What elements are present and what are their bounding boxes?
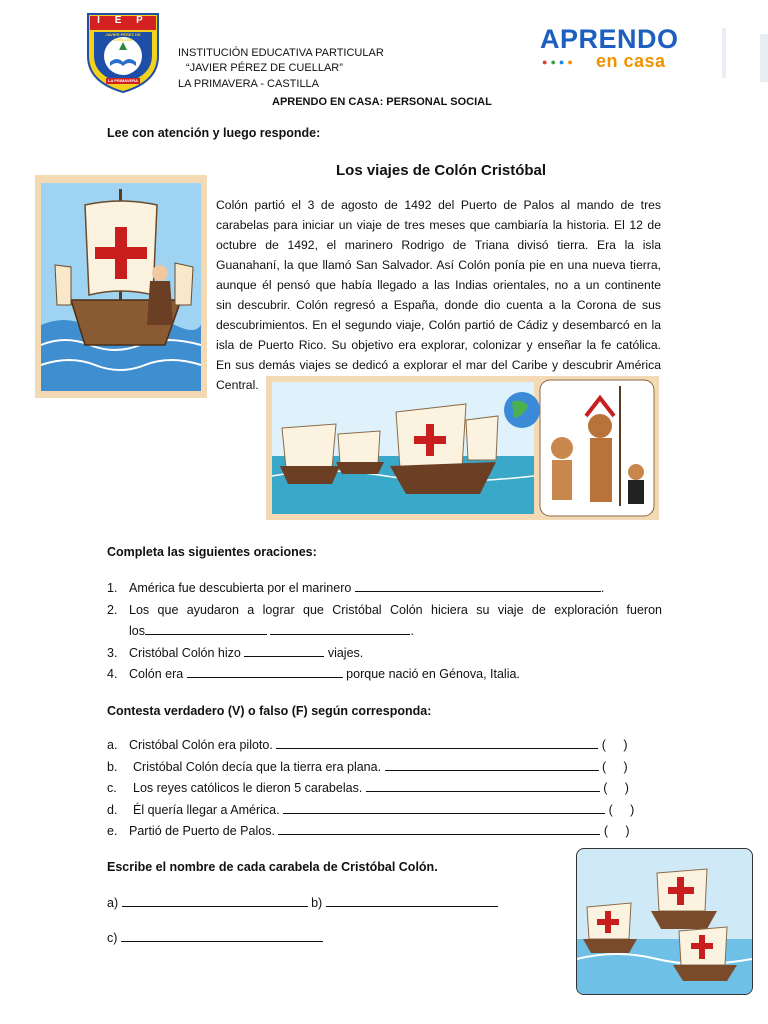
answer-blank[interactable] bbox=[187, 665, 343, 678]
header-divider-bar bbox=[722, 28, 726, 78]
aprendo-en-casa-logo bbox=[540, 24, 680, 72]
three-caravels-illustration bbox=[576, 848, 753, 995]
page-subtitle: APRENDO EN CASA: PERSONAL SOCIAL bbox=[272, 96, 492, 108]
answer-label: b) bbox=[311, 896, 323, 910]
list-item bbox=[107, 778, 667, 800]
item-number: 3. bbox=[107, 645, 118, 660]
header-divider-bar bbox=[760, 34, 768, 82]
paragraph-line: descubrimientos. En el segundo viaje, Colón partió de Cádiz y desembarcó en la bbox=[216, 318, 661, 332]
true-false-box[interactable]: ( ) bbox=[603, 824, 630, 838]
paragraph-line: isla de Puerto Rico. Su objetivo era explorar, colonizar y enseñar la fe católica. bbox=[216, 338, 661, 352]
answer-blank[interactable] bbox=[244, 644, 324, 657]
crest-bottom-text: LA PRIMAVERA bbox=[108, 78, 138, 83]
school-location: LA PRIMAVERA - CASTILLA bbox=[178, 78, 320, 90]
answer-blank[interactable] bbox=[276, 736, 598, 749]
true-false-box[interactable]: ( ) bbox=[601, 738, 628, 752]
list-item bbox=[107, 821, 667, 843]
school-crest bbox=[86, 12, 160, 94]
item-text: América fue descubierta por el marinero bbox=[129, 581, 352, 595]
item-text: porque nació en Génova, Italia. bbox=[346, 667, 520, 681]
answer-blank[interactable] bbox=[366, 779, 600, 792]
list-item bbox=[107, 664, 662, 686]
answer-blank[interactable] bbox=[270, 622, 410, 635]
caravel-answer-row bbox=[107, 893, 527, 915]
logo-bottom-text: en casa bbox=[596, 51, 666, 71]
paragraph-line: sin descubrir. Colón regresó a España, donde dio cuenta a la Corona de sus bbox=[216, 298, 661, 312]
paragraph-line: Central. bbox=[216, 378, 259, 392]
item-text: Él quería llegar a América. bbox=[133, 802, 280, 817]
item-letter: e. bbox=[107, 824, 118, 838]
caravels-and-natives-illustration bbox=[266, 376, 659, 520]
paragraph-line: En sus demás viajes se dedicó a explorar el mar del Caribe y descubrir América bbox=[216, 358, 661, 372]
item-text: Colón era bbox=[129, 667, 184, 681]
item-letter: a. bbox=[107, 738, 118, 752]
paragraph-line: Guanahaní, la que llamó San Salvador. Así Colón ponía pie en una nueva tierra, bbox=[216, 258, 661, 272]
reading-title: Los viajes de Colón Cristóbal bbox=[336, 162, 547, 179]
answer-blank[interactable] bbox=[355, 579, 601, 592]
item-number: 4. bbox=[107, 667, 118, 681]
true-false-box[interactable]: ( ) bbox=[602, 759, 628, 774]
list-item bbox=[107, 800, 667, 822]
item-number: 2. bbox=[107, 602, 118, 617]
item-letter: b. bbox=[107, 759, 118, 774]
true-false-list bbox=[107, 735, 667, 843]
item-letter: d. bbox=[107, 802, 118, 817]
answer-blank-a[interactable] bbox=[122, 894, 308, 907]
section-title-complete: Completa las siguientes oraciones: bbox=[107, 545, 317, 559]
item-text: los bbox=[129, 624, 145, 638]
columbus-ship-illustration bbox=[35, 175, 207, 398]
item-text: Partió de Puerto de Palos. bbox=[129, 824, 275, 838]
item-text: Los reyes católicos le dieron 5 carabelas. bbox=[133, 781, 363, 795]
reading-paragraph bbox=[216, 195, 661, 395]
school-name: INSTITUCIÓN EDUCATIVA PARTICULAR bbox=[178, 47, 384, 59]
paragraph-line: carabelas para iniciar un viaje de tres meses que cambiaría la historia. El 12 de bbox=[216, 218, 661, 232]
item-text: . bbox=[410, 624, 414, 638]
item-text: viajes. bbox=[327, 645, 364, 660]
section-title-caravel-names: Escribe el nombre de cada carabela de Cristóbal Colón. bbox=[107, 860, 438, 874]
section-title-true-false: Contesta verdadero (V) o falso (F) según corresponda: bbox=[107, 704, 432, 718]
crest-letters: I E P bbox=[97, 15, 149, 26]
true-false-box[interactable]: ( ) bbox=[603, 781, 629, 795]
caravel-answer-row bbox=[107, 928, 407, 950]
list-item bbox=[107, 643, 662, 665]
school-name-quoted: “JAVIER PÉREZ DE CUELLAR” bbox=[186, 62, 343, 74]
answer-label: c) bbox=[107, 931, 118, 945]
question-list-complete bbox=[107, 578, 662, 686]
item-text: Cristóbal Colón era piloto. bbox=[129, 738, 273, 752]
item-text: Cristóbal Colón decía que la tierra era plana. bbox=[133, 759, 382, 774]
answer-label: a) bbox=[107, 896, 119, 910]
answer-blank-c[interactable] bbox=[121, 929, 323, 942]
item-number: 1. bbox=[107, 581, 118, 595]
paragraph-line: Colón partió el 3 de agosto de 1492 del Puerto de Palos al mando de tres bbox=[216, 198, 661, 212]
answer-blank[interactable] bbox=[385, 758, 599, 771]
instruction-text: Lee con atención y luego responde: bbox=[107, 126, 321, 140]
item-letter: c. bbox=[107, 781, 117, 795]
list-item bbox=[107, 600, 662, 622]
answer-blank-b[interactable] bbox=[326, 894, 498, 907]
list-item-continuation bbox=[107, 621, 662, 643]
answer-blank[interactable] bbox=[283, 801, 605, 814]
item-text: Cristóbal Colón hizo bbox=[129, 645, 241, 660]
crest-ring-text: JAVIER PÉREZ DE CUELLAR bbox=[105, 32, 141, 42]
answer-blank[interactable] bbox=[278, 822, 600, 835]
list-item bbox=[107, 578, 662, 600]
item-text: Los que ayudaron a lograr que Cristóbal Colón hiciera su viaje de exploración fueron bbox=[129, 602, 662, 617]
logo-top-text: APRENDO bbox=[540, 24, 679, 54]
logo-dots: ●●●● bbox=[542, 57, 576, 67]
list-item bbox=[107, 757, 667, 779]
answer-blank[interactable] bbox=[145, 622, 267, 635]
true-false-box[interactable]: ( ) bbox=[608, 802, 635, 817]
list-item bbox=[107, 735, 667, 757]
paragraph-line: octubre de 1492, el marinero Rodrigo de Triana divisó tierra. Era la isla bbox=[216, 238, 661, 252]
paragraph-line: aunque él pensó que había llegado a las Indias orientales, no a un continente bbox=[216, 278, 661, 292]
item-text: . bbox=[600, 581, 605, 595]
